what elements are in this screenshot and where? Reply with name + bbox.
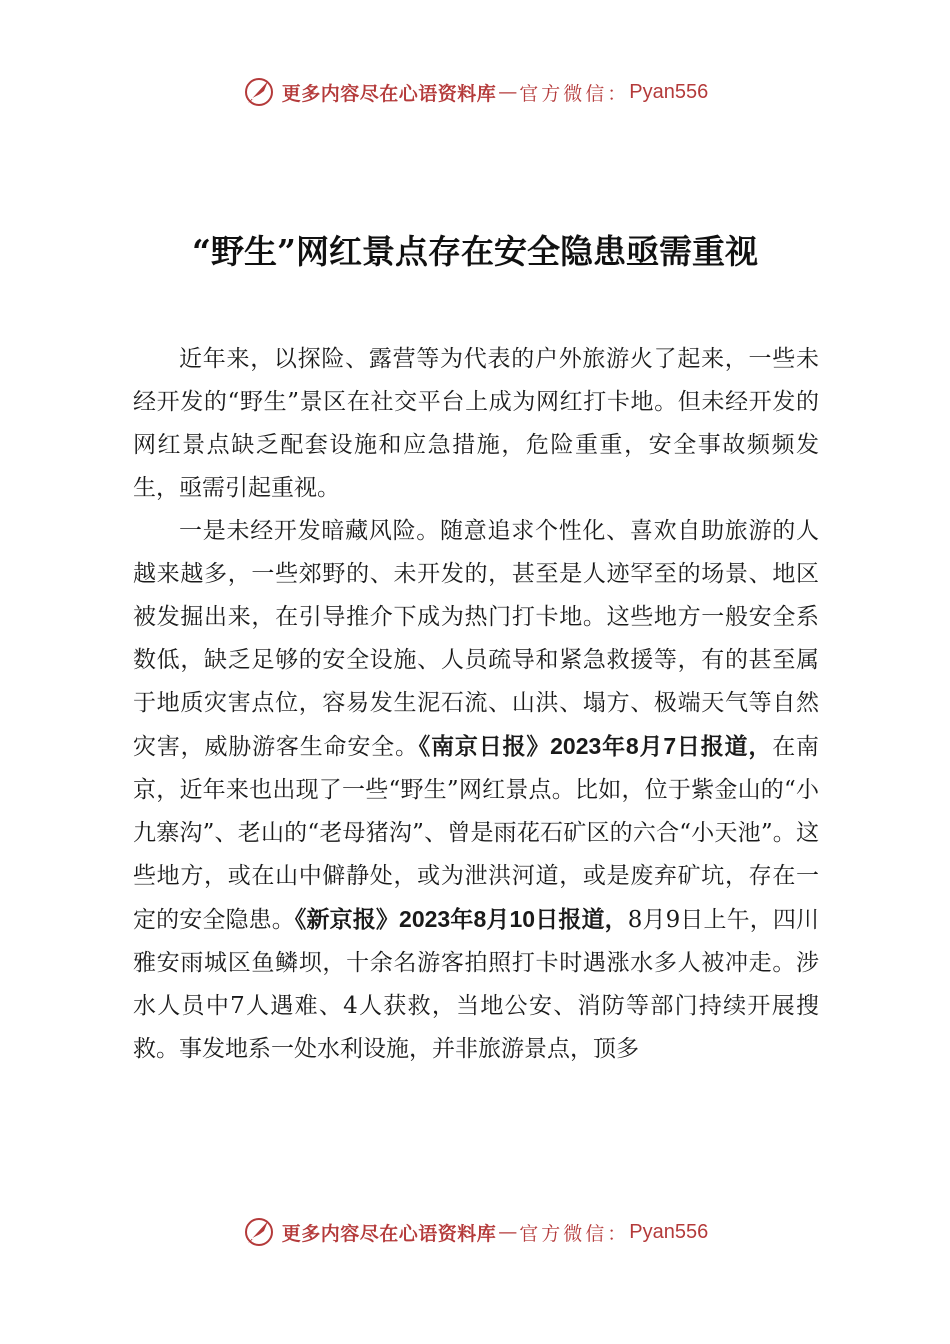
article-body [133, 338, 819, 1071]
banner-brand: 更多内容尽在心语资料库 [281, 1222, 497, 1245]
banner-dash: — [498, 81, 518, 103]
article-title: “野生”网红景点存在安全隐患亟需重视 [192, 232, 758, 271]
paragraph-risk-text-1: 一是未经开发暗藏风险。随意追求个性化、喜欢自助旅游的人越来越多，一些郊野的、未开发的，甚至是人迹罕至的场景、地区被发掘出来，在引导推介下成为热门打卡地。这些地方一般安全系数低，缺乏足够的安全设施、人员疏导和紧急救援等，有的甚至属于地质灾害点位，容易发生泥石流、山洪、塌方、极端天气等自然灾害，威胁游客生命安全。 [133, 518, 819, 760]
banner-wechat-label: 官方微信： [519, 82, 630, 105]
footer-watermark [0, 1212, 950, 1252]
banner-wechat-id: Pyan556 [629, 1220, 709, 1243]
banner-wechat-id: Pyan556 [629, 80, 709, 103]
banner-dash: — [498, 1221, 518, 1243]
banner-wechat-label: 官方微信： [519, 1222, 630, 1245]
source-nanjing-daily: 《南京日报》2023年8月7日报道， [418, 733, 773, 759]
header-watermark [0, 72, 950, 112]
paragraph-risk-text-2: 在南京，近年来也出现了一些“野生”网红景点。比如，位于紫金山的“小九寨沟”、老山的“老母猪沟”、曾是雨花石矿区的六合“小天池”。这些地方，或在山中僻静处，或为泄洪河道，或是废弃矿坑，存在一定的安全隐患。 [133, 734, 819, 933]
paragraph-intro: 近年来，以探险、露营等为代表的户外旅游火了起来，一些未经开发的“野生”景区在社交平台上成为网红打卡地。但未经开发的网红景点缺乏配套设施和应急措施，危险重重，安全事故频频发生，亟需引起重视。 [133, 346, 819, 501]
quill-logo-icon [242, 1215, 276, 1249]
paragraph-risk-text-3: 8月9日上午，四川雅安雨城区鱼鳞坝，十余名游客拍照打卡时遇涨水多人被冲走。涉水人员中7人遇难、4人获救，当地公安、消防等部门持续开展搜救。事发地系一处水利设施，并非旅游景点，顶多 [133, 907, 819, 1062]
source-beijing-news: 《新京报》2023年8月10日报道， [294, 906, 628, 932]
banner-brand: 更多内容尽在心语资料库 [281, 82, 497, 105]
paragraph-risk [133, 510, 819, 1071]
quill-logo-icon [242, 75, 276, 109]
